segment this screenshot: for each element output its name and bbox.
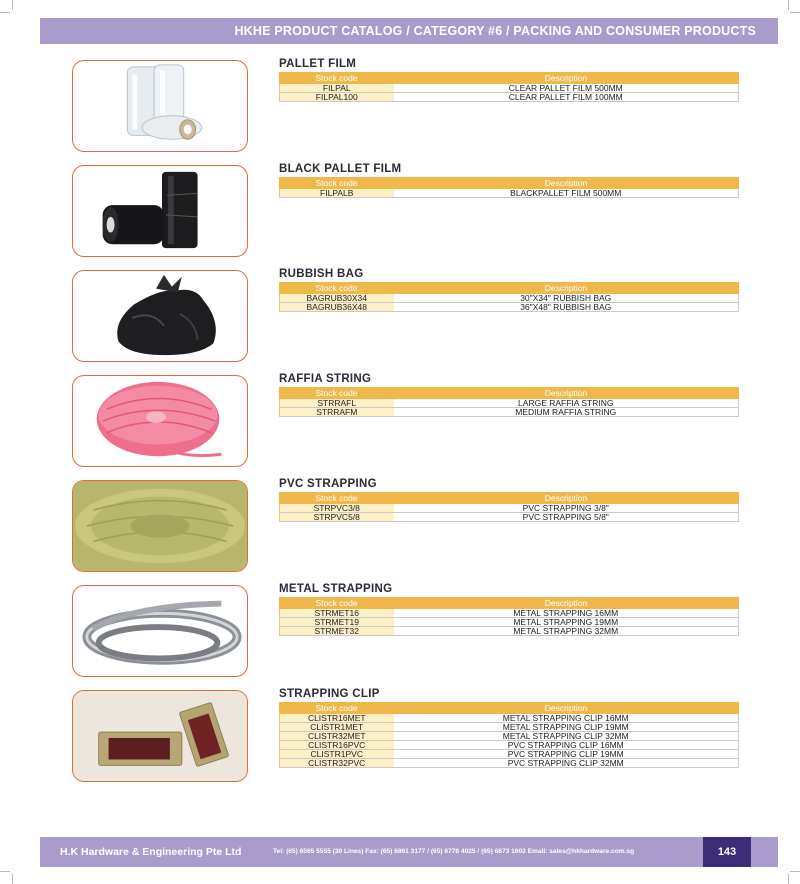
stock-code-cell: CLISTR16PVC [280,741,394,750]
stock-table [279,177,739,198]
description-cell: PVC STRAPPING CLIP 32MM [394,759,739,768]
description-cell: METAL STRAPPING 16MM [394,609,739,618]
stock-code-cell: CLISTR1PVC [280,750,394,759]
stock-code-cell: FILPALB [280,189,394,198]
table-row [280,93,739,102]
section-title: PALLET FILM [279,58,357,70]
crop-mark [12,0,13,10]
product-photo [72,165,248,257]
table-header-row [280,703,739,714]
description-header: Description [394,178,739,189]
description-cell: LARGE RAFFIA STRING [394,399,739,408]
crop-mark [0,12,10,13]
description-cell: 36"X48" RUBBISH BAG [394,303,739,312]
stock-code-header: Stock code [280,388,394,399]
stock-code-cell: CLISTR32PVC [280,759,394,768]
description-cell: PVC STRAPPING 3/8" [394,504,739,513]
description-cell: PVC STRAPPING CLIP 19MM [394,750,739,759]
table-header-row [280,598,739,609]
stock-code-cell: STRPVC3/8 [280,504,394,513]
crop-mark [788,0,789,10]
table-row [280,303,739,312]
stock-code-header: Stock code [280,178,394,189]
crop-mark [790,12,800,13]
pvc-strapping-coil-image [73,481,247,571]
section-title: RUBBISH BAG [279,268,364,280]
product-section [0,480,800,576]
stock-code-cell: BAGRUB30X34 [280,294,394,303]
pallet-film-rolls-image [73,61,247,151]
description-header: Description [394,283,739,294]
stock-code-cell: BAGRUB36X48 [280,303,394,312]
stock-code-cell: FILPAL100 [280,93,394,102]
description-cell: METAL STRAPPING CLIP 32MM [394,732,739,741]
product-photo [72,690,248,782]
footer-band [40,837,778,867]
description-cell: METAL STRAPPING CLIP 16MM [394,714,739,723]
page-title: HKHE PRODUCT CATALOG / CATEGORY #6 / PACKING AND CONSUMER PRODUCTS [234,24,756,38]
product-photo [72,585,248,677]
description-cell: METAL STRAPPING 19MM [394,618,739,627]
stock-table [279,282,739,312]
stock-code-cell: STRPVC5/8 [280,513,394,522]
stock-code-cell: FILPAL [280,84,394,93]
table-header-row [280,283,739,294]
stock-table [279,702,739,768]
table-header-row [280,73,739,84]
stock-code-cell: CLISTR1MET [280,723,394,732]
description-cell: PVC STRAPPING 5/8" [394,513,739,522]
table-row [280,189,739,198]
section-title: PVC STRAPPING [279,478,377,490]
stock-code-cell: STRMET16 [280,609,394,618]
description-header: Description [394,493,739,504]
table-header-row [280,493,739,504]
stock-table [279,72,739,102]
stock-table [279,387,739,417]
stock-code-cell: STRMET32 [280,627,394,636]
product-photo [72,375,248,467]
crop-mark [12,874,13,884]
company-name: H.K Hardware & Engineering Pte Ltd [60,846,242,858]
description-cell: METAL STRAPPING CLIP 19MM [394,723,739,732]
stock-code-header: Stock code [280,73,394,84]
description-cell: PVC STRAPPING CLIP 16MM [394,741,739,750]
description-cell: 30"X34" RUBBISH BAG [394,294,739,303]
header-band [40,18,778,44]
table-row [280,408,739,417]
description-header: Description [394,703,739,714]
product-section [0,60,800,156]
table-header-row [280,388,739,399]
stock-code-header: Stock code [280,598,394,609]
stock-code-header: Stock code [280,493,394,504]
crop-mark [790,871,800,872]
table-row [280,627,739,636]
product-section [0,375,800,471]
description-cell: MEDIUM RAFFIA STRING [394,408,739,417]
pink-raffia-string-roll-image [73,376,247,466]
description-cell: CLEAR PALLET FILM 500MM [394,84,739,93]
description-header: Description [394,73,739,84]
description-cell: CLEAR PALLET FILM 100MM [394,93,739,102]
stock-table [279,492,739,522]
description-cell: BLACKPALLET FILM 500MM [394,189,739,198]
black-rubbish-bag-image [73,271,247,361]
section-title: RAFFIA STRING [279,373,372,385]
table-row [280,513,739,522]
stock-code-header: Stock code [280,283,394,294]
section-title: METAL STRAPPING [279,583,393,595]
table-row [280,759,739,768]
stock-code-cell: STRMET19 [280,618,394,627]
product-section [0,165,800,261]
product-photo [72,270,248,362]
section-title: STRAPPING CLIP [279,688,380,700]
stock-code-cell: CLISTR16MET [280,714,394,723]
product-section [0,585,800,681]
black-pallet-film-rolls-image [73,166,247,256]
product-section [0,270,800,366]
stock-code-cell: STRRAFL [280,399,394,408]
stock-code-cell: STRRAFM [280,408,394,417]
product-photo [72,480,248,572]
metal-strapping-coil-image [73,586,247,676]
product-section [0,690,800,786]
stock-code-header: Stock code [280,703,394,714]
description-cell: METAL STRAPPING 32MM [394,627,739,636]
section-title: BLACK PALLET FILM [279,163,402,175]
page-number: 143 [703,837,751,867]
description-header: Description [394,388,739,399]
stock-table [279,597,739,636]
crop-mark [0,871,10,872]
crop-mark [788,874,789,884]
strapping-clips-image [73,691,247,781]
contact-info: Tel: (65) 6565 5555 (30 Lines) Fax: (65) 6861 3177 / (65) 6778 4025 / (65) 6873 1602 Email: sales@hkhardware.com.sg [273,848,635,855]
stock-code-cell: CLISTR32MET [280,732,394,741]
table-header-row [280,178,739,189]
product-photo [72,60,248,152]
description-header: Description [394,598,739,609]
